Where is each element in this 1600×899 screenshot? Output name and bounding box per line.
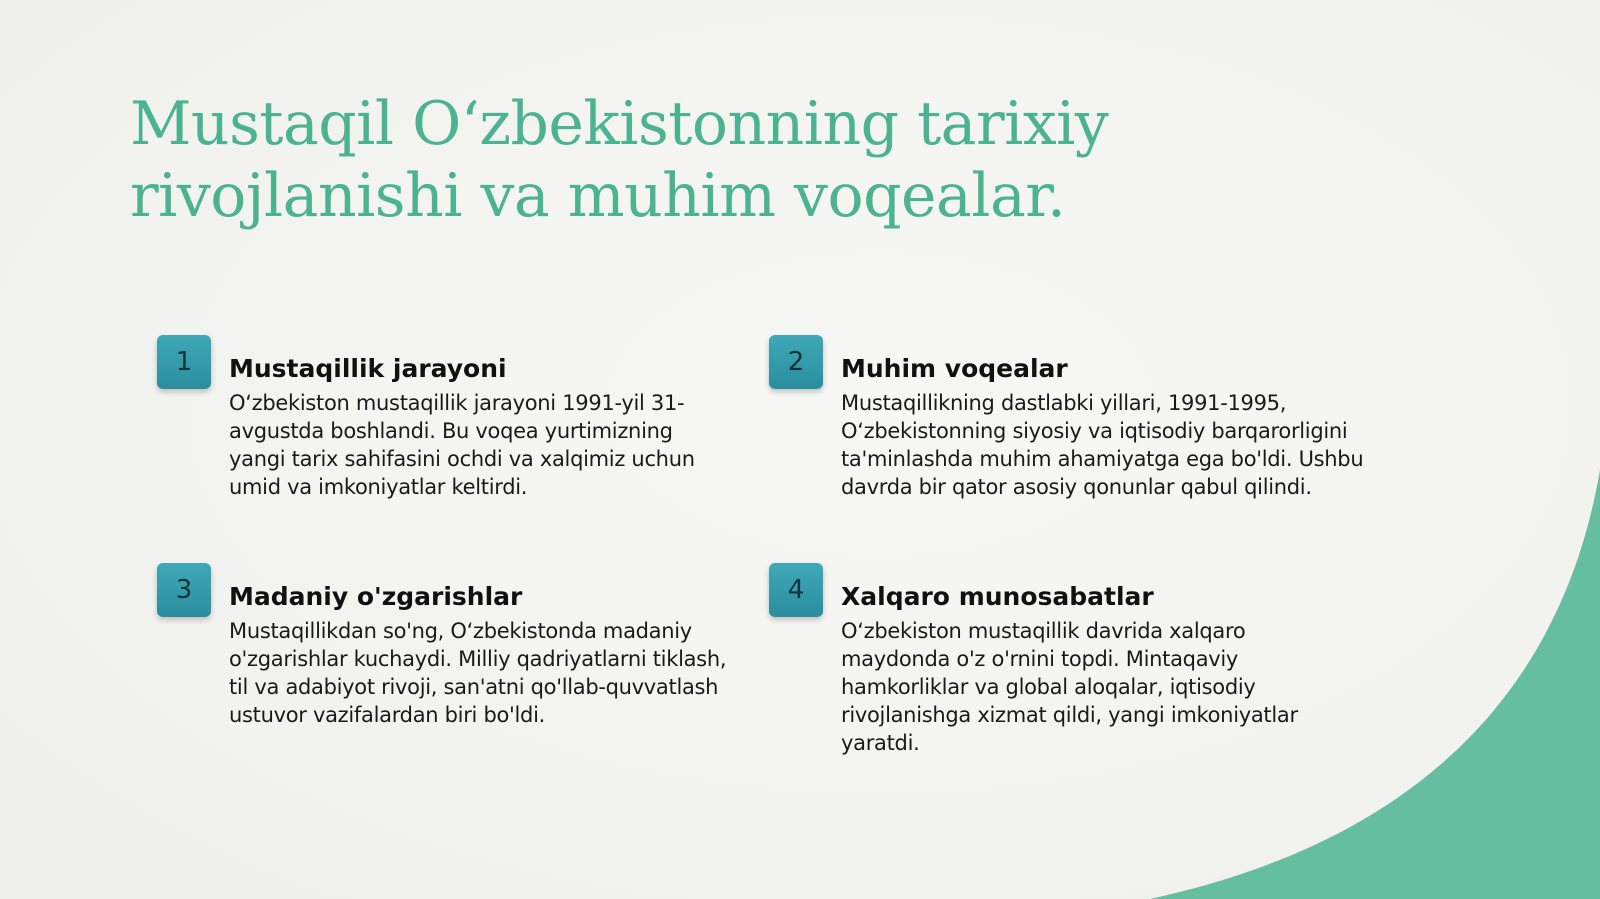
- item-description: O‘zbekiston mustaqillik jarayoni 1991-yil 31-avgustda boshlandi. Bu voqea yurtimizning yangi tarix sahifasini ochdi va xalqimiz uchun umid va imkoniyatlar keltirdi.: [229, 391, 695, 499]
- item-number-badge: 3: [157, 563, 211, 617]
- slide-title: Mustaqil O‘zbekistonning tarixiy rivojlanishi va muhim voqealar.: [130, 89, 1109, 231]
- item-number-badge: 4: [769, 563, 823, 617]
- item-number-badge: 2: [769, 335, 823, 389]
- item-heading: Mustaqillik jarayoni: [229, 354, 507, 383]
- item-description: Mustaqillikdan so'ng, O‘zbekistonda madaniy o'zgarishlar kuchaydi. Milliy qadriyatlarni tiklash, til va adabiyot rivoji, san'atni qo'llab-quvvatlash ustuvor vazifalardan biri bo'ldi.: [229, 619, 727, 727]
- item-description: O‘zbekiston mustaqillik davrida xalqaro maydonda o'z o'rnini topdi. Mintaqaviy hamkorliklar va global aloqalar, iqtisodiy rivojlanishga xizmat qildi, yangi imkoniyatlar yaratdi.: [841, 619, 1298, 755]
- item-number-badge: 1: [157, 335, 211, 389]
- item-heading: Xalqaro munosabatlar: [841, 582, 1154, 611]
- item-heading: Muhim voqealar: [841, 354, 1068, 383]
- item-description: Mustaqillikning dastlabki yillari, 1991-1995, O‘zbekistonning siyosiy va iqtisodiy barqarorligini ta'minlashda muhim ahamiyatga ega bo'ldi. Ushbu davrda bir qator asosiy qonunlar qabul qilindi.: [841, 391, 1364, 499]
- item-heading: Madaniy o'zgarishlar: [229, 582, 523, 611]
